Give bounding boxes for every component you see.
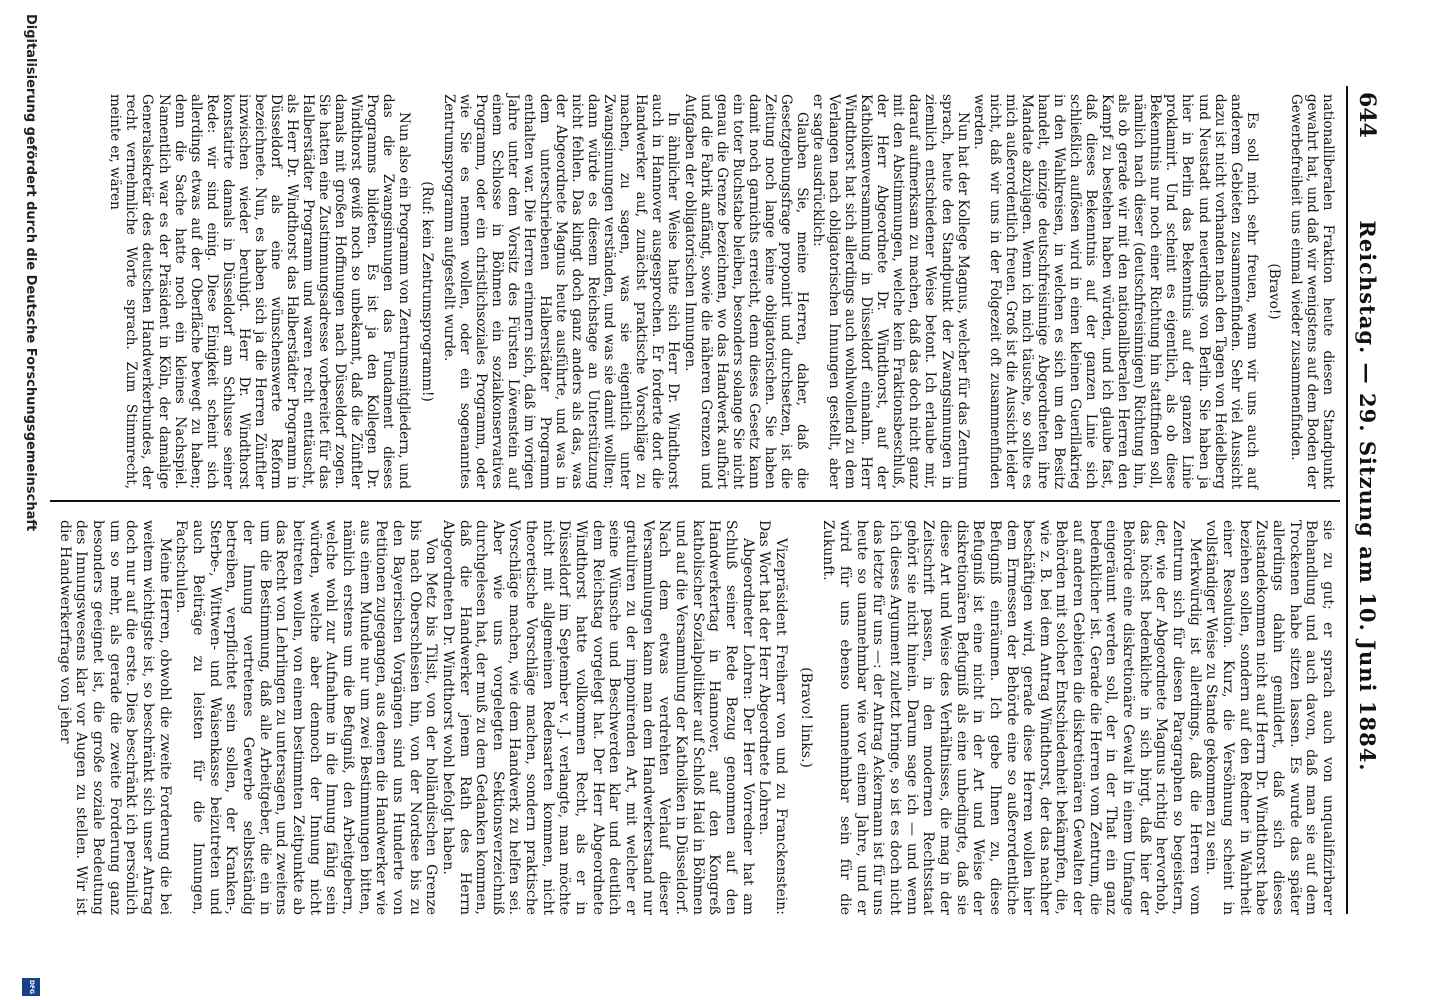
interjection: (Bravo! links.) xyxy=(797,667,814,768)
page-header xyxy=(1346,86,1380,906)
paragraph: sie zu gut; er sprach auch von unqualifizirbarer Behandlung und auch davon, daß man sie auf dem Trockenen habe sitzen lassen. Es wurde das später allerdings dahin gemildert, daß sich dieses Zustandekommen nicht auf Herrn Dr. Windthorst habe beziehen sollen, sondern auf den Redner in Wahrheit einer Resolution. Kurz, die Versöhnung scheint in vollständiger Weise zu Stande gekommen zu sein. xyxy=(1203,520,1336,915)
paragraph: Es soll mich sehr freuen, wenn wir uns auch auf anderem Gebieten zusammenfinden. Sehr viel Aussicht dazu ist nicht vorhanden nach den Tagen von Heidelberg und Neustadt und neuerdings von Berlin. Sie haben ja hier in Berlin das Bekenntnis auf der ganzen Linie proklamirt. Und scheint es eigentlich, als ob diese Bekenntnis nur noch einer Richtung hin stattfinden soll, nämlich nach dieser (deutschfreisinnigen) Richtung hin, als ob gerade wir mit den nationalliberalen Herren den Kampf zu bestehen haben würden, und ich glaube fast, daß dieses Bekenntnis auf der ganzen Linie sich schließlich auflösen wird in einen kleinen Guerillakrieg in den Wahlkreisen, in welchen es sich um den Besitz handelt, einzige deutschfreisinnige Abgeordneten ihre Mandate abzujagen. Wenn ich mich täusche, so sollte es mich außerordentlich freuen. Groß ist die Aussicht leider nicht, daß wir uns in der Folgezeit oft zusammenfinden werden. xyxy=(970,94,1260,489)
paragraph: In ähnlicher Weise hatte sich Herr Dr. Windthorst auch in Hannover ausgesprochen. Er forderte dort die Handwerker auf, zunächst praktische Vorschläge zu machen, zu sagen, was sie eigentlich unter Zwangsinnungen verständen, und was sie damit wollten; dann würde es diesem Reichstage an Unterstützung nicht fehlen. Das klingt doch ganz anders als das, was der Abgeordnete Magnus heute ausführte, und was in dem unterschriebenen Halberstädter Programm enthalten war. Die Herren erinnern sich, daß im vorigen Jahre unter dem Vorsitz des Fürsten Löwenstein auf einem Schlosse in Böhmen ein sozialkonservatives Programm, oder ein christlichsoziales Programm, oder wie Sie es nennen wollen, oder ein sogenanntes Zentrumsprogramm aufgestellt wurde. xyxy=(440,94,682,489)
footer-credit: Digitalisierung gefördert durch die Deutsche Forschungsgemeinschaft xyxy=(23,14,38,532)
paragraph: nationalliberalen Fraktion heute diesen Standpunkt gewahrt hat, und daß wir wenigstens auf dem Boden der Gewerbefreiheit uns einmal wieder zusammenfinden. xyxy=(1287,94,1336,489)
column-divider xyxy=(50,500,1340,502)
page-title: Reichstag. — 29. Sitzung am 10. Juni 1884. xyxy=(1355,220,1380,772)
footer xyxy=(6,0,46,1000)
header-rule xyxy=(1346,86,1348,914)
paragraph: Von Metz bis Tilsit, von der holländischen Grenze bis nach Oberschlesien hin, von der Nordsee bis zu den Bayerischen Vorgängen sind uns Hunderte von Petitionen zugegangen, aus denen die Handwerker wie aus einem Munde nur um zwei Bestimmungen bitten, nämlich erstens um die Befugniß, den Arbeitgebern, welche wohl zur Aufnahme in die Innung fähig sein würden, welche aber dennoch der Innung nicht beitreten wollen, von einem bestimmten Zeitpunkte ab das Recht von Lehrlingen zu untersagen, und zweitens um die Bestimmung, daß alle Arbeitgeber, die ein in der Innung vertretenes Gewerbe selbstständig betreiben, verpflichtet sein sollen, der Kranken-, Sterbe-, Wittwen- und Waisenkasse beizutreten und auch Beiträge zu leisten für die Innungen, Fachschulen. xyxy=(173,520,440,915)
right-column xyxy=(56,520,1336,915)
paragraph: Abgeordneter Lohren: Der Herr Vorredner hat am Schluß seiner Rede Bezug genommen auf den Handwerkertag in Hannover, auf den Kongreß katholischer Sozialpolitiker auf Schloß Haid in Böhmen und auf die Versammlung der Katholiken in Düsseldorf. Nach dem etwas verdrehten Verlauf dieser Versammlungen kann man dem Handwerkerstand nur gratuliren zu der imponirenden Art, mit welcher er seine Wünsche und Beschwerden klar und deutlich dem Reichstag vorgelegt hat. Der Herr Abgeordnete Windthorst hatte vollkommen Recht, als er in Düsseldorf im September v. J. verlangte, man möchte nicht mit allgemeinen Redensarten kommen, nicht theoretische Vorschläge machen, sondern praktische Vorschläge machen, wie dem Handwerk zu helfen sei. Aber wie uns vorgelegten Sektionsverzeichniß durchgelesen hat, der muß zu dem Gedanken kommen, daß die Handwerker jenem Rath des Herrn Abgeordneten Dr. Windthorst wohl befolgt haben. xyxy=(439,520,756,915)
paragraph: Vizepräsident Freiherr von und zu Franckenstein: Das Wort hat der Herr Abgeordnete Lohren. xyxy=(756,520,789,915)
interjection: (Ruf: kein Zentrumsprogramm!) xyxy=(418,181,435,402)
paragraph: Meine Herren, obwohl die zweite Forderung die bei weitem wichtigste ist, so beschränkt sich unser Antrag doch nur auf die erste. Dies beschränkt ich persönlich um so mehr, als gerade die zweite Forderung ganz besonders geeignet ist, die große soziale Bedeutung des Innungswesens klar vor Augen zu stellen. Wir ist die Handwerkerfrage von jeher xyxy=(56,520,173,915)
paragraph: Glauben Sie, meine Herren, daher, daß die Gesetzgebungsfrage proponirt und durchsetzen, ist die Zeitung noch lange keine obligatorischen. Sie haben damit noch garnichts erreicht, denn dieses Gesetz kann ein toter Buchstabe bleiben, besonders solange Sie nicht genau die Grenze bezeichnen, wo das Handwerk aufhört und die Fabrik anfängt, sowie die näheren Grenzen und Aufgaben der obligatorischen Innungen. xyxy=(681,94,810,489)
interjection: (Bravo!) xyxy=(1265,263,1282,320)
page-number: 644 xyxy=(1354,92,1380,138)
left-column xyxy=(107,94,1336,489)
paragraph: Merkwürdig ist allerdings, daß die Herren vom Zentrum sich für diesen Paragraphen so begeistern, der, wie der Abgeordnete Magnus richtig hervorhob, das höchst bedenkliche in sich birgt, daß hier der Behörde eine diskretionäre Gewalt in einem Umfange eingeräumt werden soll, der in der That ein ganz bedenklicher ist. Gerade die Herren vom Zentrum, die auf anderen Gebieten die diskretionären Gewalten der Behörden mit solcher Entschiedenheit bekämpfen, die, wie z. B. bei dem Antrag Windthorst, der das nachher beschäftigen wird, gerade diese Herren wollen hier dem Ermessen der Behörde eine so außerordentliche Befugniß einräumen. Ich gebe Ihnen zu, diese Befugniß ist eine nicht in der Art und Weise der diskretionären Befugniß als eine unbedingte, daß sie diese Art und Weise des Verhältnisses, die mag in der Zeitschrift passen, in den modernen Rechtsstaat gehört sie nicht hinein. Darum sage ich — und wenn ich dieses Argument zuletzt bringe, so ist es doch nicht das letzte für uns —: der Antrag Ackermann ist für uns heute so unannehmbar wie vor einem Jahre, und er wird für uns ebenso unannehmbar sein für die Zukunft. xyxy=(820,520,1203,915)
paragraph: Nun hat der Kollege Magnus, welcher für das Zentrum sprach, heute den Standpunkt der Zwangsinnungen in ziemlich entschiedener Weise betont. Ich erlaube mir, darauf aufmerksam zu machen, daß das doch nicht ganz mit den Abstimmungen, welche kein Fraktionsbeschluß, der Herr Abgeordnete Dr. Windthorst, auf der Katholikenversammlung in Düsseldorf einnahm. Herr Windthorst hat sich allerdings auch wohlwollend zu dem Verlangen nach obligatorischen Innungen gestellt, aber er sagte ausdrücklich: xyxy=(810,94,971,489)
dfg-logo-icon: DFG xyxy=(22,978,40,996)
paragraph: Nun also ein Programm von Zentrumsmitgliedern, und das die Zwangsinnungen das Fundament dieses Programms bildeten. Es ist ja den Kollegen Dr. Windthorst gewiß noch so unbekannt, daß die Zünftler damals mit großen Hoffnungen nach Düsseldorf zogen. Sie hatten eine Zustimmungsadresse vorbereitet für das Halberstädter Programm und waren recht enttäuscht, als Herr Dr. Windthorst das Halberstädter Programm in Düsseldorf als eine wünschenswerte Reform bezeichnete. Nun, es haben sich ja die Herren Zünftler inzwischen wieder beruhigt. Herr Dr. Windthorst konstatirte damals in Düsseldorf am Schlusse seiner Rede: wir sind einig. Diese Einigkeit scheint sich allerdings etwas auf der Oberfläche bewegt zu haben; denn die Sache hatte noch ein kleines Nachspiel. Namentlich war es der Präsident in Köln, der damalige Generalsekretär des deutschen Handwerkerbundes, der recht vernehmliche Worte sprach. Zum Stimmrecht, meinte er, wären xyxy=(107,94,413,489)
